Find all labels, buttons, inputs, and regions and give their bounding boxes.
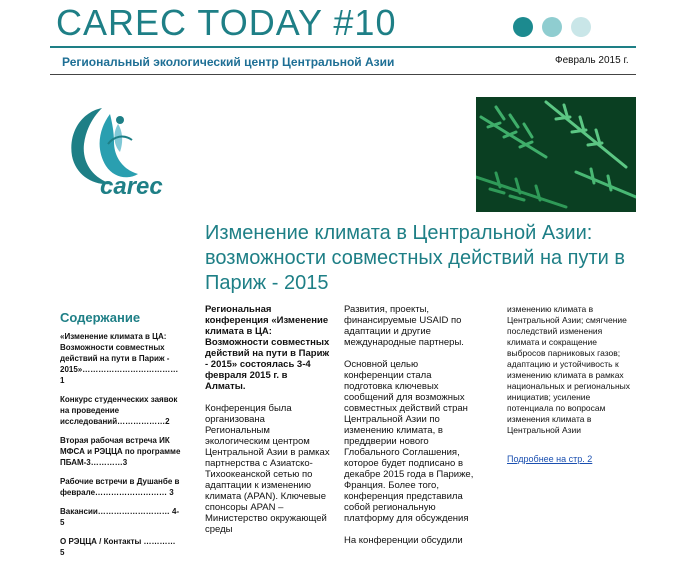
headline: Изменение климата в Центральной Азии: возможности совместных действий на пути в Париж - 2015 xyxy=(205,222,626,294)
decor-dot-light xyxy=(571,17,591,37)
article-paragraph: Развития, проекты, финансируемые USAID по адаптации и другие международные партнеры. xyxy=(344,304,464,348)
fern-photo xyxy=(476,97,636,212)
header-rule-bottom xyxy=(50,74,636,75)
toc-entry[interactable] xyxy=(60,394,182,427)
toc-entry-text: Рабочие встречи в Душанбе в феврале……………………… 3 xyxy=(60,477,180,497)
article-column-3 xyxy=(507,304,637,465)
toc-entry[interactable] xyxy=(60,506,182,528)
header-rule-top xyxy=(50,46,636,48)
decor-dot-dark xyxy=(513,17,533,37)
article-paragraph: Основной целью конференции стала подготовка ключевых сообщений для возможных совместных действий стран Центральной Азии по изменению климата, в преддверии нового Глобального Соглашения, которое будет подписано в декабре 2015 года в Париже, Франция. Более того, конференция представила собой региональную платформу для обсуждения xyxy=(344,359,474,524)
toc-entry-text: Вторая рабочая встреча ИК МФСА и РЭЦЦА по программе ПБАМ-3…………3 xyxy=(60,436,181,467)
organization-subtitle: Региональный экологический центр Центральной Азии xyxy=(62,55,395,69)
toc-entry[interactable] xyxy=(60,536,182,558)
newsletter-title: CAREC TODAY #10 xyxy=(56,2,397,43)
article-lead: Региональная конференция «Изменение климата в ЦА: Возможности совместных действий на пути в Париж - 2015» состоялась 3-4 февраля 2015 г. в Алматы. xyxy=(205,304,330,392)
article-column-2 xyxy=(344,304,477,557)
toc-entry-text: «Изменение климата в ЦА: Возможности совместных действий на пути в Париж - 2015»……………………………… 1 xyxy=(60,332,179,385)
article-paragraph: изменению климата в Центральной Азии; смягчение последствий изменения климата и сокращение выбросов парниковых газов; адаптацию и устойчивость к изменению климата в рамках национальных и региональных инициатив; усиление потенциала по вопросам изменения климата в Центральной Азии xyxy=(507,304,630,435)
carec-logo xyxy=(62,100,182,198)
toc-entry-text: Конкурс студенческих заявок на проведение исследований………………2 xyxy=(60,395,178,426)
toc-entry-text: О РЭЦЦА / Контакты ………… 5 xyxy=(60,537,176,557)
article-paragraph: Конференция была организована Региональным экологическим центром Центральной Азии в рамках партнерства с Азиатско-Тихоокеанской сетью по адаптации к изменению климата (APAN). Ключевые спонсоры APAN – Министерство окружающей среды xyxy=(205,403,330,535)
toc-heading: Содержание xyxy=(60,310,141,325)
issue-date: Февраль 2015 г. xyxy=(555,55,629,66)
fern-image-icon xyxy=(476,97,636,212)
toc-entry[interactable] xyxy=(60,435,182,468)
svg-text:carec: carec xyxy=(100,173,163,198)
read-more-link[interactable]: Подробнее на стр. 2 xyxy=(507,454,593,464)
toc-entry[interactable] xyxy=(60,331,182,386)
article-paragraph: На конференции обсудили xyxy=(344,535,463,546)
carec-logo-icon xyxy=(62,100,182,198)
decor-dot-medium xyxy=(542,17,562,37)
toc-entry-text: Вакансии……………………… 4-5 xyxy=(60,507,180,527)
toc-entry[interactable] xyxy=(60,476,182,498)
article-column-1 xyxy=(205,304,330,546)
table-of-contents xyxy=(60,312,182,566)
